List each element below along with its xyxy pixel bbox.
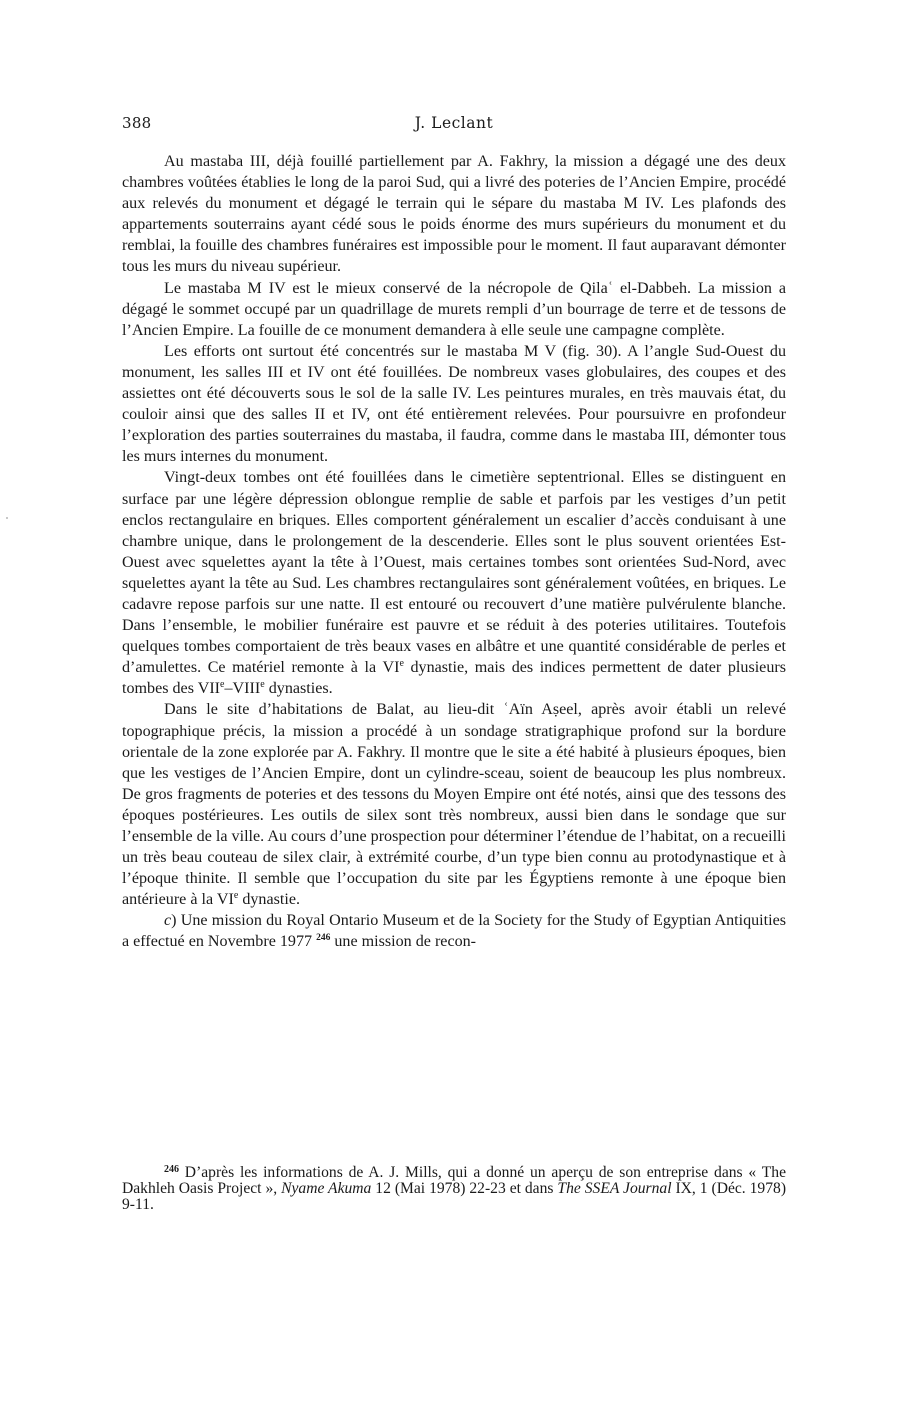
- scan-speck: [6, 517, 8, 519]
- paragraph: Les efforts ont surtout été concentrés sur le mastaba M V (fig. 30). A l’angle Sud-Ouest du monument, les salles III et IV ont été fouillées. De nombreux vases globulaires, des coupes et des assiettes ont été découverts sous le sol de la salle IV. Les peintures murales, en très mauvais état, du couloir ainsi que des salles II et IV, ont été entièrement relevées. Pour poursuivre en profondeur l’exploration des parties souterraines du mastaba, il faudra, comme dans le mastaba III, démonter tous les murs internes du monument.: [122, 342, 786, 466]
- paragraph: c) Une mission du Royal Ontario Museum et de la Society for the Study of Egyptian Antiquities a effectué en Novembre 1977 $^{246}$ une mission de recon-: [122, 912, 786, 951]
- footnote-246: $^{246}$ D’après les informations de A. J. Mills, qui a donné un aperçu de son entreprise dans « The Dakhleh Oasis Project », Nyame Akuma 12 (Mai 1978) 22-23 et dans The SSEA Journal IX, 1 (Déc. 1978) 9-11.: [122, 1164, 787, 1214]
- paragraph: Au mastaba III, déjà fouillé partiellement par A. Fakhry, la mission a dégagé une des deux chambres voûtées établies le long de la paroi Sud, qui a livré des poteries de l’Ancien Empire, procédé aux relevés du monument et dégagé le terrain qui le sépare du mastaba M IV. Les plafonds des appartements souterrains ayant cédé sous le poids énorme des murs supérieurs du monument et du remblai, la fouille des chambres funéraires est impossible pour le moment. Il faut auparavant démonter tous les murs du niveau supérieur.: [122, 153, 786, 276]
- page-header: [122, 114, 786, 138]
- running-head: J. Leclant: [414, 114, 494, 132]
- paragraph: Dans le site d’habitations de Balat, au lieu-dit ʿAïn Aṣeel, après avoir établi un relevé topographique précis, la mission a procédé à un sondage stratigraphique profond sur la bordure orientale de la zone explorée par A. Fakhry. Il montre que le site a été habité à plusieurs époques, bien que les vestiges de l’Ancien Empire, dont un cylindre-sceau, soient de beaucoup les plus nombreux. De gros fragments de poteries et des tessons du Moyen Empire ont été notés, ainsi que des tessons des époques postérieures. Les outils de silex sont très nombreux, aussi bien dans le sondage que sur l’ensemble de la ville. Au cours d’une prospection pour déterminer l’étendue de l’habitat, on a recueilli un très beau couteau de silex clair, à extrémité courbe, d’un type bien connu au protodynastique et à l’époque thinite. Il semble que l’occupation du site par les Égyptiens remonte à une époque bien antérieure à la VIe dynastie.: [122, 701, 786, 909]
- page-number: 388: [122, 114, 152, 132]
- body-text: [122, 151, 786, 953]
- footnotes: [122, 1162, 786, 1214]
- paragraph: Le mastaba M IV est le mieux conservé de la nécropole de Qilaʿ el-Dabbeh. La mission a dégagé le sommet occupé par un quadrillage de murets rempli d’un bourrage de terre et de tessons de l’Ancien Empire. La fouille de ce monument demandera à elle seule une campagne complète.: [122, 279, 786, 339]
- paragraph: Vingt-deux tombes ont été fouillées dans le cimetière septentrional. Elles se distinguent en surface par une légère dépression oblongue remplie de sable et parfois par les vestiges d’un petit enclos rectangulaire en briques. Elles comportent généralement un escalier d’accès conduisant à une chambre unique, dans le prolongement de la descenderie. Elles sont le plus souvent orientées Est-Ouest avec squelettes ayant la tête à l’Ouest, mais certaines tombes sont orientées Sud-Nord, avec squelettes ayant la tête au Sud. Les chambres rectangulaires sont généralement voûtées, en briques. Le cadavre repose parfois sur une natte. Il est entouré ou recouvert d’une matière pulvérulente blanche. Dans l’ensemble, le mobilier funéraire est pauvre et se réduit à des poteries utilitaires. Toutefois quelques tombes comportaient de très beaux vases en albâtre et une quantité considérable de perles et d’amulettes. Ce matériel remonte à la VIe dynastie, mais des indices permettent de dater plusieurs tombes des VIIe–VIIIe dynasties.: [122, 469, 786, 698]
